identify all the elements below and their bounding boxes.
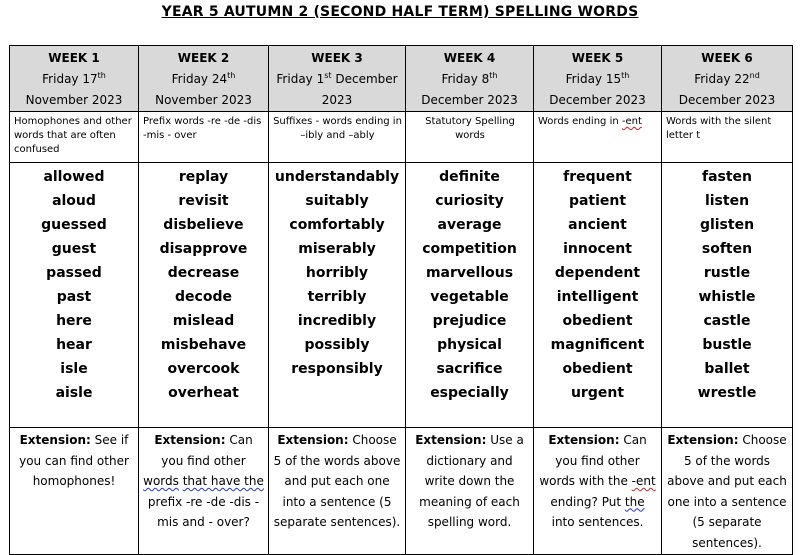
week-focus: Suffixes - words ending in –ibly and –ably bbox=[269, 112, 406, 163]
word-list bbox=[406, 163, 534, 428]
page-title: YEAR 5 AUTUMN 2 (SECOND HALF TERM) SPELLING WORDS bbox=[161, 4, 639, 20]
spelling-word: dependent bbox=[554, 265, 641, 281]
week-date: Friday 1st December bbox=[276, 71, 398, 86]
spelling-word: urgent bbox=[570, 385, 625, 401]
word-list bbox=[10, 163, 139, 428]
week-header bbox=[662, 46, 793, 112]
week-date-line2: 2023 bbox=[321, 93, 353, 107]
spelling-word: whistle bbox=[698, 289, 756, 305]
week-date-line2: December 2023 bbox=[678, 93, 776, 107]
extension-cell: Extension: Can you find other words with the -ent ending? Put the into sentences. bbox=[534, 428, 662, 555]
spelling-word: hear bbox=[56, 337, 92, 353]
spelling-word: magnificent bbox=[550, 337, 645, 353]
spelling-word: ballet bbox=[704, 361, 750, 377]
spelling-word: innocent bbox=[563, 241, 632, 257]
extension-cell bbox=[662, 428, 793, 555]
spelling-word: patient bbox=[568, 193, 627, 209]
extension-cell bbox=[406, 428, 534, 555]
extension-cell bbox=[269, 428, 406, 555]
spelling-word: guest bbox=[51, 241, 97, 257]
week-date-line2: November 2023 bbox=[25, 93, 123, 107]
spelling-word: replay bbox=[178, 169, 229, 185]
focus-row bbox=[10, 112, 793, 163]
word-list bbox=[269, 163, 406, 428]
spelling-word: obedient bbox=[562, 313, 633, 329]
spelling-word: overheat bbox=[168, 385, 239, 401]
extension-label: Extension: bbox=[415, 433, 487, 447]
spelling-word: fasten bbox=[701, 169, 753, 185]
spelling-word: comfortably bbox=[289, 217, 385, 233]
week-date-line2: December 2023 bbox=[549, 93, 646, 107]
spelling-word: mislead bbox=[172, 313, 235, 329]
week-header bbox=[269, 46, 406, 112]
week-date-line2: November 2023 bbox=[155, 93, 252, 107]
spelling-word: passed bbox=[46, 265, 102, 281]
spelling-word: horribly bbox=[305, 265, 369, 281]
spelling-word: curiosity bbox=[435, 193, 504, 209]
week-date: Friday 22nd bbox=[694, 71, 760, 86]
week-label: WEEK 5 bbox=[571, 51, 624, 65]
spelling-word: prejudice bbox=[432, 313, 507, 329]
spelling-word: vegetable bbox=[430, 289, 509, 305]
word-list bbox=[139, 163, 269, 428]
spelling-word: frequent bbox=[563, 169, 632, 185]
week-date: Friday 8th bbox=[441, 71, 498, 86]
spelling-word: suitably bbox=[305, 193, 369, 209]
spelling-word: responsibly bbox=[291, 361, 383, 377]
spelling-word: past bbox=[56, 289, 92, 305]
spelling-word: obedient bbox=[562, 361, 633, 377]
spelling-word: terribly bbox=[307, 289, 367, 305]
week-label: WEEK 6 bbox=[701, 51, 753, 65]
spelling-word: incredibly bbox=[297, 313, 377, 329]
extension-cell bbox=[10, 428, 139, 555]
extension-label: Extension: bbox=[548, 433, 620, 447]
spelling-word: listen bbox=[704, 193, 750, 209]
extension-cell: Extension: Can you find other words that have the prefix -re -de -dis -mis and - over? bbox=[139, 428, 269, 555]
spelling-word: intelligent bbox=[556, 289, 639, 305]
spelling-word: rustle bbox=[703, 265, 751, 281]
spelling-word: disapprove bbox=[159, 241, 248, 257]
week-label: WEEK 3 bbox=[311, 51, 363, 65]
spelling-word: aisle bbox=[55, 385, 93, 401]
extension-label: Extension: bbox=[154, 433, 226, 447]
week-focus: Words with the silent letter t bbox=[662, 112, 793, 163]
week-label: WEEK 1 bbox=[48, 51, 100, 65]
week-focus: Homophones and other words that are often confused bbox=[10, 112, 139, 163]
spelling-word: soften bbox=[701, 241, 753, 257]
extension-text: Use a dictionary and write down the meaning of each spelling word. bbox=[419, 433, 524, 529]
week-header bbox=[139, 46, 269, 112]
extension-label: Extension: bbox=[667, 433, 739, 447]
week-focus: Words ending in -ent bbox=[534, 112, 662, 163]
week-header bbox=[10, 46, 139, 112]
spelling-word: aloud bbox=[52, 193, 96, 209]
spelling-word: sacrifice bbox=[436, 361, 503, 377]
spelling-word: revisit bbox=[178, 193, 229, 209]
spelling-word: decrease bbox=[167, 265, 240, 281]
spelling-word: allowed bbox=[43, 169, 105, 185]
week-label: WEEK 4 bbox=[443, 51, 496, 65]
spelling-word: misbehave bbox=[160, 337, 247, 353]
spelling-word: especially bbox=[430, 385, 509, 401]
header-row bbox=[10, 46, 793, 112]
extension-text: Choose 5 of the words above and put each one into a sentence (5 separate sentences). bbox=[273, 433, 401, 529]
spelling-word: bustle bbox=[702, 337, 752, 353]
word-list bbox=[534, 163, 662, 428]
spelling-word: possibly bbox=[304, 337, 370, 353]
spelling-word: competition bbox=[422, 241, 517, 257]
week-header bbox=[406, 46, 534, 112]
week-focus: Statutory Spelling words bbox=[406, 112, 534, 163]
spelling-word: physical bbox=[437, 337, 502, 353]
extension-text: Choose 5 of the words above and put each one into a sentence (5 separate sentences). bbox=[667, 433, 787, 550]
week-date: Friday 15th bbox=[565, 71, 630, 86]
week-focus: Prefix words -re -de -dis -mis - over bbox=[139, 112, 269, 163]
extension-label: Extension: bbox=[19, 433, 91, 447]
spelling-word: here bbox=[56, 313, 92, 329]
word-list bbox=[662, 163, 793, 428]
week-date: Friday 24th bbox=[171, 71, 236, 86]
spelling-word: understandably bbox=[274, 169, 400, 185]
words-row bbox=[10, 163, 793, 428]
spelling-word: decode bbox=[175, 289, 232, 305]
spelling-word: glisten bbox=[699, 217, 755, 233]
spelling-word: average bbox=[437, 217, 502, 233]
spelling-table bbox=[9, 45, 793, 555]
week-date: Friday 17th bbox=[42, 71, 106, 86]
week-date-line2: December 2023 bbox=[421, 93, 518, 107]
spelling-word: wrestle bbox=[697, 385, 757, 401]
spelling-word: marvellous bbox=[425, 265, 514, 281]
spelling-word: ancient bbox=[568, 217, 627, 233]
spelling-word: disbelieve bbox=[163, 217, 244, 233]
week-header bbox=[534, 46, 662, 112]
week-label: WEEK 2 bbox=[177, 51, 230, 65]
extension-text: See if you can find other homophones! bbox=[19, 433, 129, 488]
spelling-word: isle bbox=[60, 361, 88, 377]
spelling-word: guessed bbox=[41, 217, 107, 233]
spelling-word: miserably bbox=[298, 241, 376, 257]
extension-row bbox=[10, 428, 793, 555]
spelling-word: overcook bbox=[167, 361, 240, 377]
spelling-word: castle bbox=[703, 313, 751, 329]
extension-label: Extension: bbox=[277, 433, 349, 447]
spelling-word: definite bbox=[439, 169, 500, 185]
